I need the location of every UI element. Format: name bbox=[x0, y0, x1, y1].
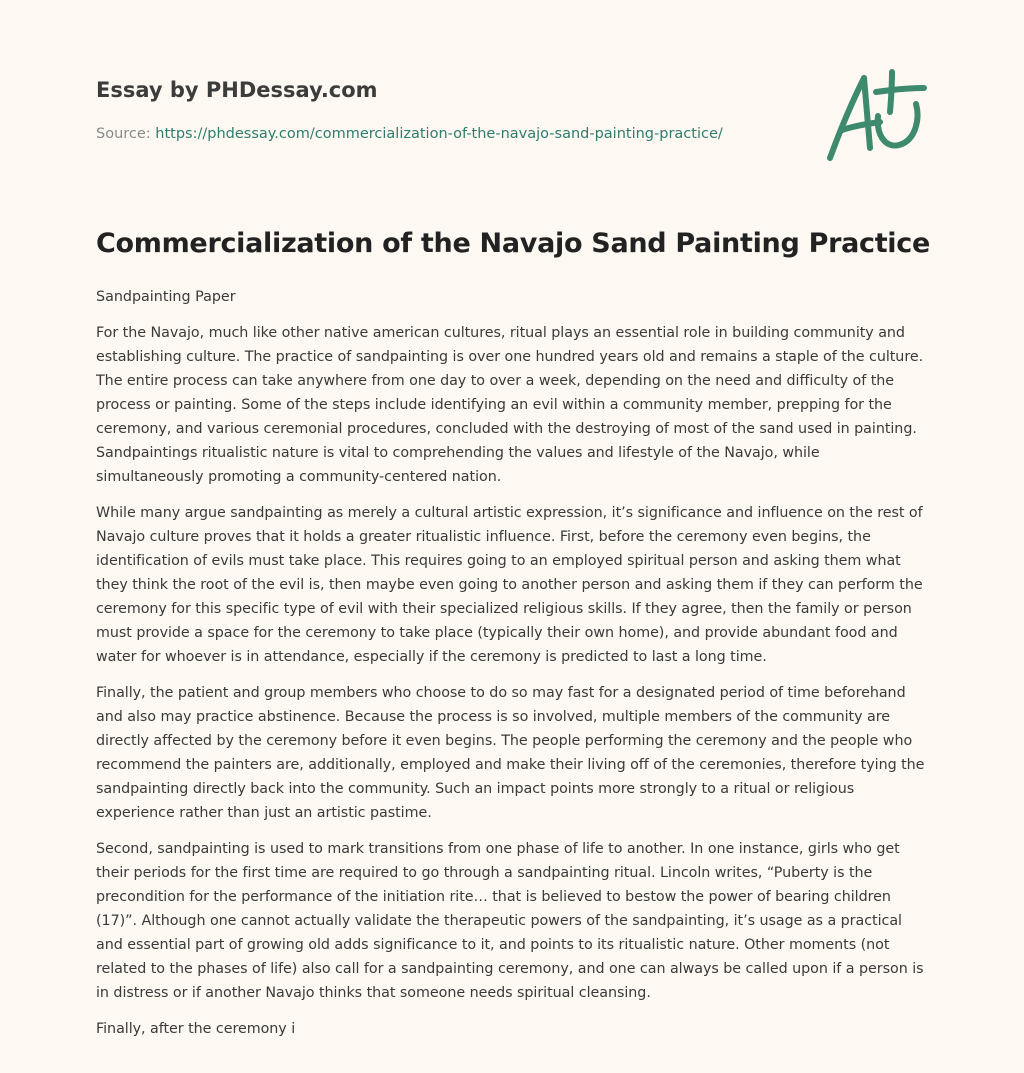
paragraph-3: Finally, the patient and group members who choose to do so may fast for a designated period of time beforehand and also may practice abstinence. Because the process is so involved, multiple members of the community are directly affected by the ceremony before it even begins. The people performing the ceremony and the people who recommend the painters are, additionally, employed and make their living off of the ceremonies, therefore tying the sandpainting directly back into the community. Such an impact points more strongly to a ritual or religious experience rather than just an artistic pastime. bbox=[96, 685, 925, 821]
a-plus-logo-icon bbox=[820, 66, 930, 166]
paragraph-1: For the Navajo, much like other native american cultures, ritual plays an essential role in building community and establishing culture. The practice of sandpainting is over one hundred years old and remains a staple of the culture. The entire process can take anywhere from one day to over a week, depending on the need and difficulty of the process or painting. Some of the steps include identifying an evil within a community member, prepping for the ceremony, and various ceremonial procedures, concluded with the destroying of most of the sand used in painting. Sandpaintings ritualistic nature is vital to comprehending the values and lifestyle of the Navajo, while simultaneously promoting a community-centered nation. bbox=[96, 325, 924, 485]
article-subtitle: Sandpainting Paper bbox=[96, 289, 236, 305]
site-brand: Essay by PHDessay.com bbox=[96, 78, 378, 102]
paragraph-4: Second, sandpainting is used to mark transitions from one phase of life to another. In one instance, girls who get their periods for the first time are required to go through a sandpainting ritual. Lincoln writes, “Puberty is the precondition for the performance of the initiation rite… that is believed to bestow the power of bearing children (17)”. Although one cannot actually validate the therapeutic powers of the sandpainting, it’s usage as a practical and essential part of growing old adds significance to it, and points to its ritualistic nature. Other moments (not related to the phases of life) also call for a sandpainting ceremony, and one can always be called upon if a person is in distress or if another Navajo thinks that someone needs spiritual cleansing. bbox=[96, 841, 924, 1001]
source-link[interactable]: https://phdessay.com/commercialization-of-the-navajo-sand-painting-practice/ bbox=[155, 126, 723, 142]
page-header bbox=[96, 76, 796, 144]
article-body bbox=[96, 285, 928, 1053]
article-title: Commercialization of the Navajo Sand Painting Practice bbox=[96, 228, 930, 259]
source-line bbox=[96, 124, 796, 144]
paragraph-2: While many argue sandpainting as merely a cultural artistic expression, it’s significance and influence on the rest of Navajo culture proves that it holds a greater ritualistic influence. First, before the ceremony even begins, the identification of evils must take place. This requires going to an employed spiritual person and asking them what they think the root of the evil is, then maybe even going to another person and asking them if they can perform the ceremony for this specific type of evil with their specialized religious skills. If they agree, then the family or person must provide a space for the ceremony to take place (typically their own home), and provide abundant food and water for whoever is in attendance, especially if the ceremony is predicted to last a long time. bbox=[96, 505, 923, 665]
source-label: Source: bbox=[96, 126, 151, 142]
paragraph-5-truncated: Finally, after the ceremony i bbox=[96, 1021, 296, 1037]
